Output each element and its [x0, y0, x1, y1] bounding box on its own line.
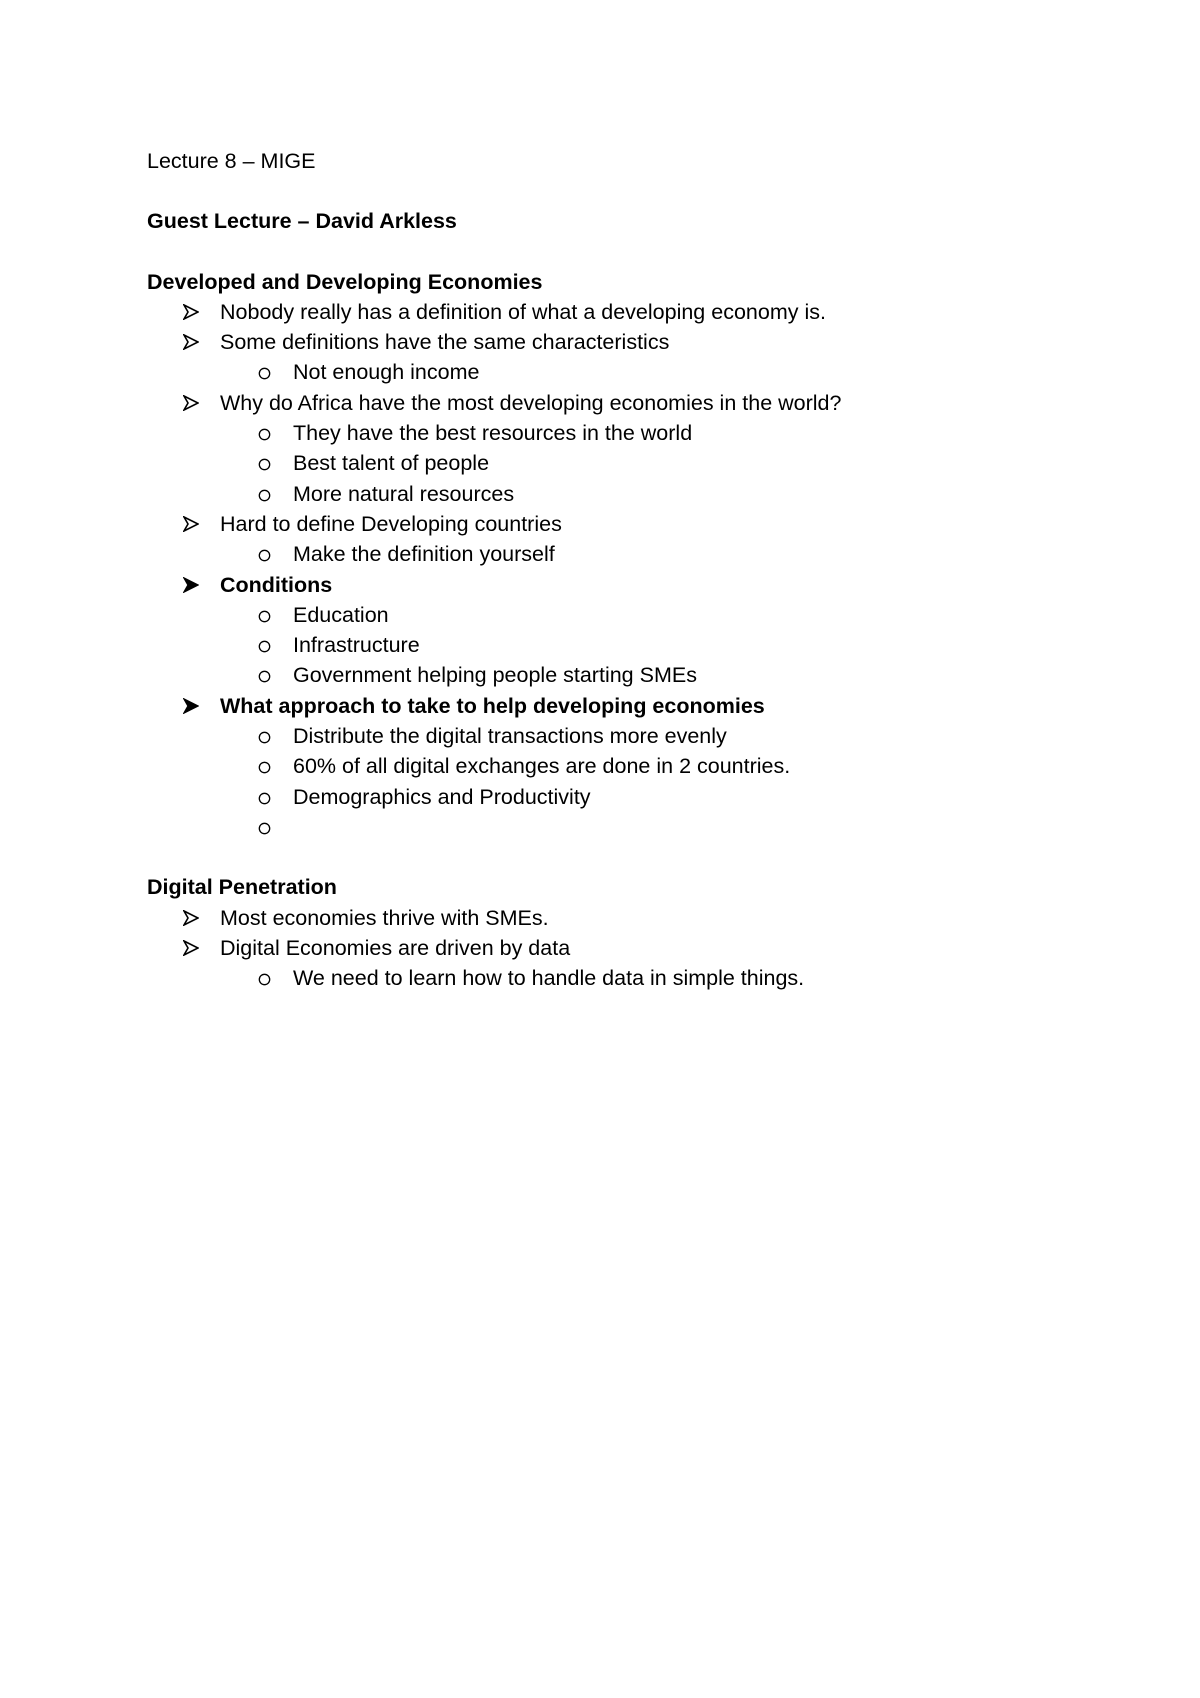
section-heading: Developed and Developing Economies [147, 269, 543, 294]
sub-list-item [147, 448, 1107, 478]
circle-bullet-icon [257, 448, 277, 478]
sub-list-item-text: More natural resources [293, 481, 515, 506]
list-item-row [147, 570, 1107, 600]
list-item [147, 388, 1107, 509]
document-subtitle: Guest Lecture – David Arkless [147, 209, 457, 234]
sub-list-item [147, 812, 1107, 842]
sub-list-item [147, 479, 1107, 509]
list-item-text: Nobody really has a definition of what a developing economy is. [220, 299, 826, 324]
section-heading: Digital Penetration [147, 875, 337, 900]
list-item-row [147, 388, 1107, 418]
list-item [147, 327, 1107, 388]
circle-bullet-icon [257, 418, 277, 448]
arrow-bullet-icon [183, 691, 203, 721]
list-item [147, 933, 1107, 994]
list-item-text: Digital Economies are driven by data [220, 935, 571, 960]
list-item-text: Conditions [220, 572, 333, 597]
list-item-text: Most economies thrive with SMEs. [220, 905, 549, 930]
list-item-row [147, 691, 1107, 721]
sub-list-item-text: Not enough income [293, 360, 480, 385]
sub-list-item [147, 539, 1107, 569]
sub-bullet-list [147, 357, 1107, 387]
sub-list-item [147, 782, 1107, 812]
list-item [147, 903, 1107, 933]
sub-list-item [147, 963, 1107, 993]
sub-list-item [147, 357, 1107, 387]
sub-list-item [147, 630, 1107, 660]
arrow-bullet-icon [183, 509, 203, 539]
list-item-row [147, 297, 1107, 327]
sub-bullet-list [147, 963, 1107, 993]
sub-list-item-text: Make the definition yourself [293, 542, 555, 567]
sub-list-item [147, 751, 1107, 781]
sub-list-item-text: Best talent of people [293, 451, 490, 476]
list-item-row [147, 933, 1107, 963]
sub-list-item-text: They have the best resources in the world [293, 421, 693, 446]
bullet-list [147, 903, 1107, 994]
circle-bullet-icon [257, 812, 277, 842]
document-body [147, 146, 1107, 993]
circle-bullet-icon [257, 539, 277, 569]
list-item-row [147, 509, 1107, 539]
list-item-row [147, 903, 1107, 933]
list-item-text: Why do Africa have the most developing economies in the world? [220, 390, 842, 415]
circle-bullet-icon [257, 963, 277, 993]
sub-list-item-text: Demographics and Productivity [293, 784, 591, 809]
sub-bullet-list [147, 539, 1107, 569]
sub-list-item-text: Infrastructure [293, 633, 420, 658]
list-item [147, 691, 1107, 842]
sub-list-item [147, 600, 1107, 630]
sections-container [147, 267, 1107, 994]
sub-list-item [147, 418, 1107, 448]
arrow-bullet-icon [183, 388, 203, 418]
arrow-bullet-icon [183, 327, 203, 357]
circle-bullet-icon [257, 751, 277, 781]
sub-list-item-text: We need to learn how to handle data in simple things. [293, 966, 805, 991]
circle-bullet-icon [257, 630, 277, 660]
arrow-bullet-icon [183, 903, 203, 933]
sub-bullet-list [147, 600, 1107, 691]
list-item-row [147, 327, 1107, 357]
list-item [147, 570, 1107, 691]
list-item-text: Some definitions have the same characteristics [220, 330, 670, 355]
sub-list-item [147, 721, 1107, 751]
sub-list-item-text: Distribute the digital transactions more evenly [293, 724, 727, 749]
list-item-text: Hard to define Developing countries [220, 511, 562, 536]
bullet-list [147, 297, 1107, 842]
sub-bullet-list [147, 418, 1107, 509]
circle-bullet-icon [257, 782, 277, 812]
circle-bullet-icon [257, 721, 277, 751]
document-title: Lecture 8 – MIGE [147, 149, 316, 173]
list-item [147, 509, 1107, 570]
list-item-text: What approach to take to help developing economies [220, 693, 765, 718]
sub-bullet-list [147, 721, 1107, 842]
circle-bullet-icon [257, 660, 277, 690]
sub-list-item-text: Government helping people starting SMEs [293, 663, 697, 688]
circle-bullet-icon [257, 357, 277, 387]
arrow-bullet-icon [183, 570, 203, 600]
sub-list-item-text: Education [293, 602, 389, 627]
sub-list-item-text: 60% of all digital exchanges are done in 2 countries. [293, 754, 791, 779]
circle-bullet-icon [257, 479, 277, 509]
list-item [147, 297, 1107, 327]
circle-bullet-icon [257, 600, 277, 630]
sub-list-item [147, 660, 1107, 690]
arrow-bullet-icon [183, 933, 203, 963]
arrow-bullet-icon [183, 297, 203, 327]
